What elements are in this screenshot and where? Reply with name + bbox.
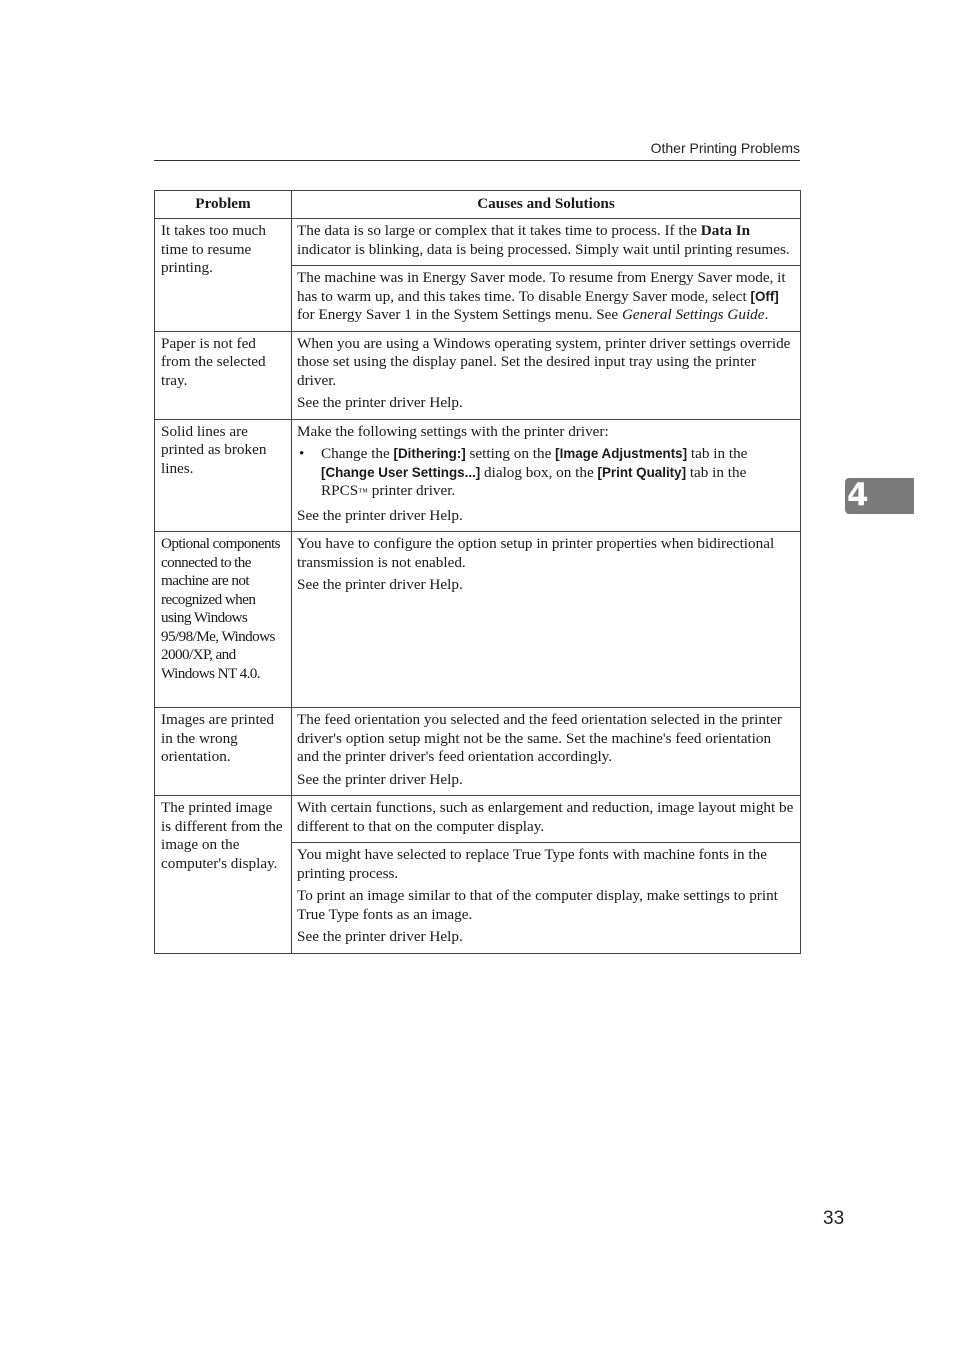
solution-cell [292, 266, 801, 332]
text-span: The data is so large or complex that it takes time to process. If the [297, 222, 701, 239]
data-in-indicator-label: Data In [700, 222, 751, 239]
table-row [155, 532, 801, 708]
table-row [155, 419, 801, 532]
solution-text: You might have selected to replace True Type fonts with machine fonts in the printing process. [297, 846, 767, 882]
running-header [154, 138, 800, 161]
text-span: for Energy Saver 1 in the System Settings menu. See [297, 306, 622, 323]
text-span: setting on the [465, 445, 556, 462]
bullet-text [321, 445, 795, 503]
print-quality-tab-label: [Print Quality] [597, 464, 687, 480]
solution-text: To print an image similar to that of the computer display, make settings to print True Type fonts as an image. [297, 887, 778, 923]
solution-cell [292, 796, 801, 843]
section-title: Other Printing Problems [650, 140, 800, 156]
problem-cell: Optional components connected to the machine are not recognized when using Windows 95/98/Me, Windows 2000/XP, and Windows NT 4.0. [155, 532, 292, 708]
off-key-label: [Off] [750, 288, 779, 304]
page-number: 33 [823, 1208, 845, 1229]
solution-text: You have to configure the option setup in printer properties when bidirectional transmission is not enabled. [297, 535, 775, 571]
text-span: Change the [321, 445, 394, 462]
help-reference: See the printer driver Help. [297, 770, 463, 788]
solution-cell [292, 532, 801, 708]
help-reference: See the printer driver Help. [297, 506, 463, 524]
problem-cell: Paper is not fed from the selected tray. [155, 331, 292, 419]
chapter-number: 4 [847, 477, 869, 513]
table-row [155, 796, 801, 843]
problem-cell: It takes too much time to resume printing. [155, 219, 292, 332]
bullet-item [297, 445, 795, 503]
solution-text [297, 222, 795, 259]
problem-cell: The printed image is different from the image on the computer's display. [155, 796, 292, 954]
solution-text: Make the following settings with the printer driver: [297, 422, 609, 440]
change-user-settings-label: [Change User Settings...] [321, 464, 481, 480]
solution-cell [292, 419, 801, 532]
solution-text: When you are using a Windows operating system, printer driver settings override those set using the display panel. Set the desired input tray using the printer driver. [297, 334, 791, 389]
text-span: tab in the RPCS [321, 463, 747, 499]
dithering-setting-label: [Dithering:] [393, 446, 466, 461]
solution-cell [292, 219, 801, 266]
solution-cell [292, 331, 801, 419]
manual-reference: General Settings Guide [621, 306, 765, 323]
help-reference: See the printer driver Help. [297, 394, 463, 411]
text-span: indicator is blinking, data is being processed. Simply wait until printing resumes. [297, 240, 790, 258]
solution-text: With certain functions, such as enlargement and reduction, image layout might be different to that on the computer display. [297, 799, 794, 835]
problem-cell: Solid lines are printed as broken lines. [155, 419, 292, 532]
solution-text: The feed orientation you selected and the feed orientation selected in the printer driver's option setup might not be the same. Set the machine's feed orientation and the printer driver's feed orientation accordingly. [297, 711, 782, 765]
image-adjustments-tab-label: [Image Adjustments] [555, 446, 688, 461]
help-reference: See the printer driver Help. [297, 576, 463, 593]
problem-cell: Images are printed in the wrong orientation. [155, 708, 292, 796]
text-span: dialog box, on the [480, 463, 598, 481]
help-reference: See the printer driver Help. [297, 928, 463, 945]
troubleshooting-table [154, 190, 801, 954]
text-span: . [764, 306, 769, 323]
solution-text [297, 269, 795, 325]
trademark-symbol: ™ [358, 487, 368, 498]
table-header-row [155, 191, 801, 219]
text-span: printer driver. [367, 482, 456, 499]
table-row [155, 331, 801, 419]
table-row [155, 219, 801, 266]
chapter-tab [845, 478, 914, 514]
text-span: The machine was in Energy Saver mode. To resume from Energy Saver mode, it has to warm up, and this takes time. To disable Energy Saver mode, select [297, 269, 786, 305]
solution-cell [292, 843, 801, 954]
text-span: tab in the [687, 445, 748, 462]
problem-column-header: Problem [155, 191, 292, 219]
table-row [155, 708, 801, 796]
bullet-icon: • [299, 445, 305, 462]
causes-column-header: Causes and Solutions [292, 191, 801, 219]
solution-cell [292, 708, 801, 796]
